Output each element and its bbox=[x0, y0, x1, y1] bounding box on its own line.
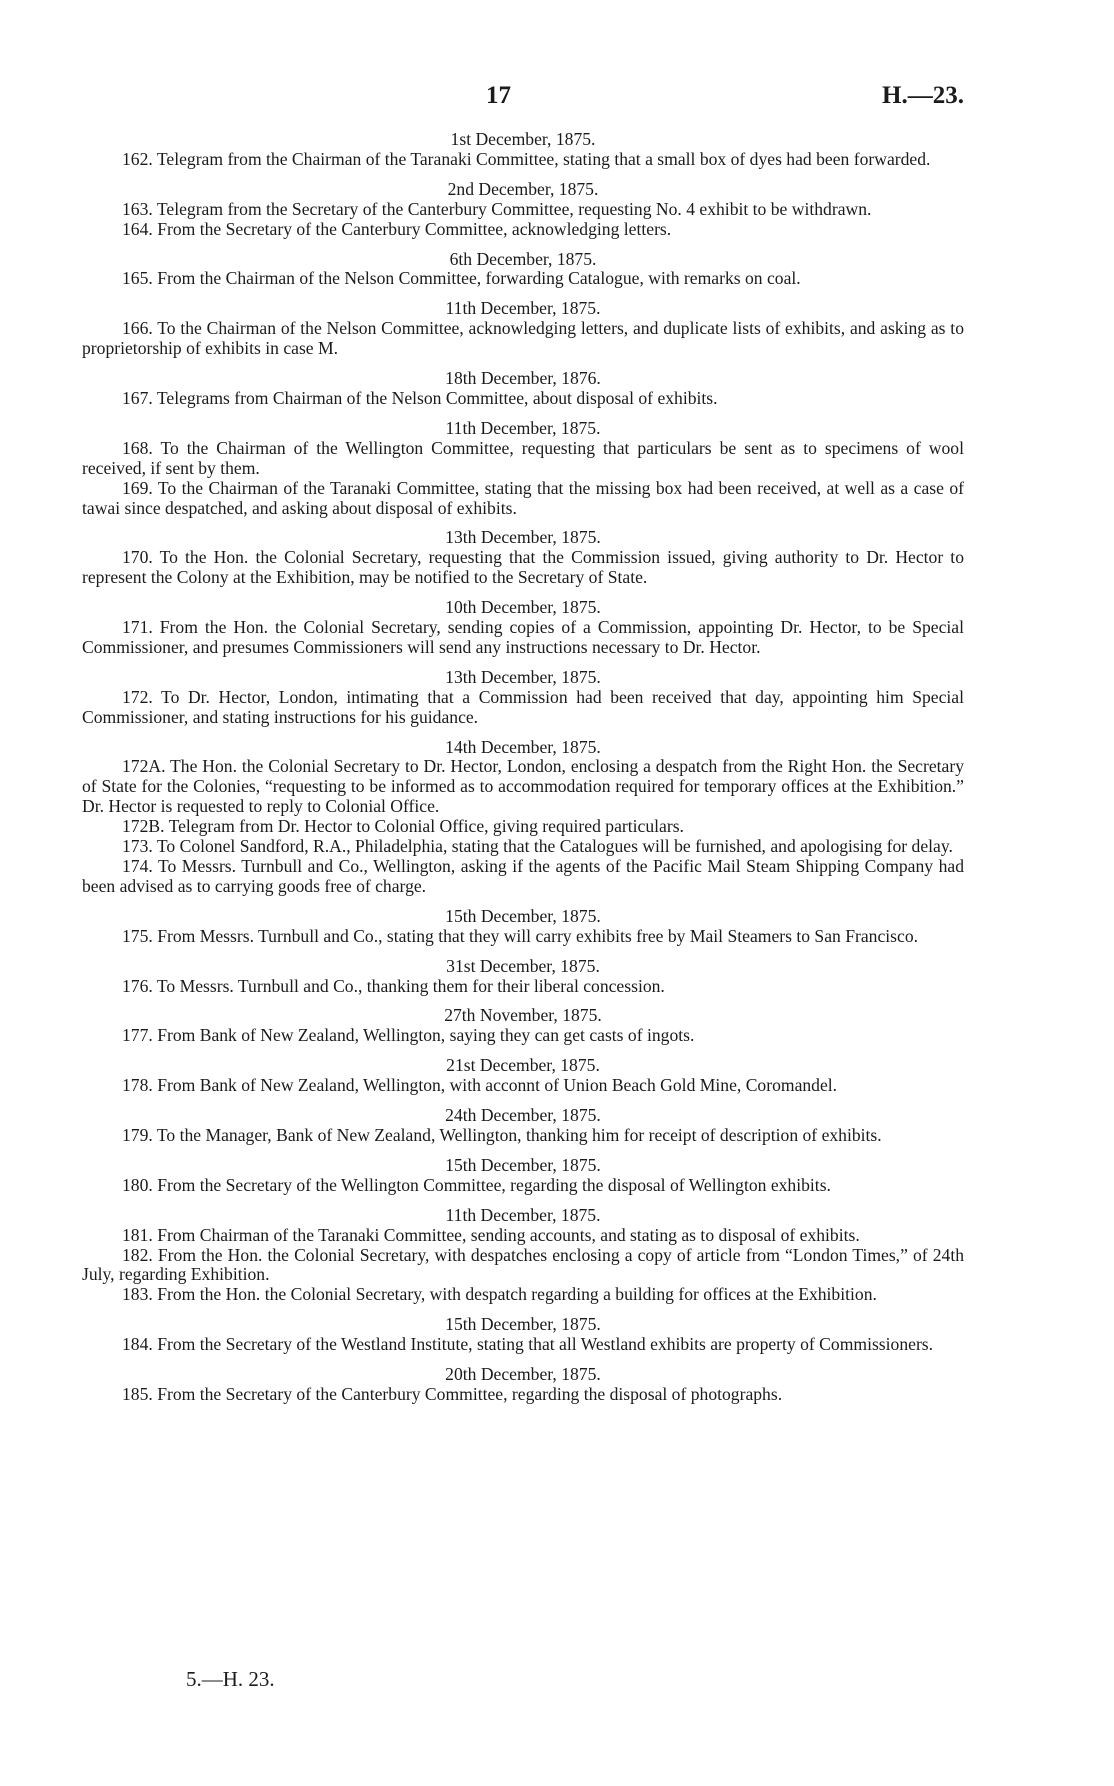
date-heading: 11th December, 1875. bbox=[445, 298, 601, 319]
date-heading: 24th December, 1875. bbox=[445, 1105, 601, 1126]
correspondence-entry: 182. From the Hon. the Colonial Secretary, with despatches enclosing a copy of article from “London Times,” of 24th July, regarding Exhibition. bbox=[82, 1244, 964, 1285]
correspondence-entry: 181. From Chairman of the Taranaki Committee, sending accounts, and stating as to disposal of exhibits. bbox=[122, 1224, 860, 1245]
date-heading: 11th December, 1875. bbox=[445, 1204, 601, 1225]
correspondence-entry: 164. From the Secretary of the Canterbury Committee, acknowledging letters. bbox=[122, 218, 672, 239]
correspondence-entry: 171. From the Hon. the Colonial Secretary, sending copies of a Commission, appointing Dr. Hector, to be Special Commissioner, and presumes Commissioners will send any instructions necessary to Dr. Hector. bbox=[82, 617, 964, 657]
document-reference: H.—23. bbox=[882, 82, 964, 109]
correspondence-entry: 167. Telegrams from Chairman of the Nelson Committee, about disposal of exhibits. bbox=[122, 387, 718, 408]
date-heading: 2nd December, 1875. bbox=[447, 178, 599, 199]
correspondence-entry: 172B. Telegram from Dr. Hector to Colonial Office, giving required particulars. bbox=[122, 816, 684, 837]
correspondence-entry: 175. From Messrs. Turnbull and Co., stating that they will carry exhibits free by Mail Steamers to San Francisco. bbox=[122, 925, 919, 946]
page-number: 17 bbox=[486, 82, 511, 109]
correspondence-entry: 183. From the Hon. the Colonial Secretary, with despatch regarding a building for offices at the Exhibition. bbox=[122, 1284, 877, 1305]
correspondence-entry: 174. To Messrs. Turnbull and Co., Wellington, asking if the agents of the Pacific Mail Steam Shipping Company had been advised as to carrying goods free of charge. bbox=[82, 856, 964, 896]
date-heading: 31st December, 1875. bbox=[446, 955, 600, 976]
correspondence-entry: 177. From Bank of New Zealand, Wellington, saying they can get casts of ingots. bbox=[122, 1025, 695, 1046]
date-heading: 27th November, 1875. bbox=[444, 1005, 602, 1026]
date-heading: 11th December, 1875. bbox=[445, 417, 601, 438]
correspondence-entry: 172. To Dr. Hector, London, intimating that a Commission had been received that day, appointing him Special Commissioner, and stating instructions for his guidance. bbox=[82, 686, 964, 727]
date-heading: 18th December, 1876. bbox=[445, 368, 601, 389]
correspondence-entry: 170. To the Hon. the Colonial Secretary, requesting that the Commission issued, giving authority to Dr. Hector to represent the Colony at the Exhibition, may be notified to the Secretary of State. bbox=[82, 547, 964, 588]
date-heading: 13th December, 1875. bbox=[445, 527, 601, 548]
sheet-signature: 5.—H. 23. bbox=[186, 1667, 275, 1691]
correspondence-entry: 179. To the Manager, Bank of New Zealand, Wellington, thanking him for receipt of description of exhibits. bbox=[122, 1124, 882, 1145]
correspondence-entry: 180. From the Secretary of the Wellington Committee, regarding the disposal of Wellington exhibits. bbox=[122, 1174, 831, 1195]
date-heading: 14th December, 1875. bbox=[445, 736, 601, 757]
correspondence-entry: 176. To Messrs. Turnbull and Co., thanking them for their liberal concession. bbox=[122, 975, 665, 996]
date-heading: 21st December, 1875. bbox=[446, 1055, 600, 1076]
correspondence-entry: 166. To the Chairman of the Nelson Committee, acknowledging letters, and duplicate lists of exhibits, and asking as to proprietorship of exhibits in case M. bbox=[82, 318, 964, 359]
correspondence-entry: 168. To the Chairman of the Wellington Committee, requesting that particulars be sent as to specimens of wool received, if sent by them. bbox=[82, 437, 964, 478]
date-heading: 10th December, 1875. bbox=[445, 597, 601, 618]
correspondence-entry: 185. From the Secretary of the Canterbury Committee, regarding the disposal of photographs. bbox=[122, 1383, 783, 1404]
date-heading: 1st December, 1875. bbox=[450, 129, 596, 149]
correspondence-entry: 165. From the Chairman of the Nelson Committee, forwarding Catalogue, with remarks on coal. bbox=[122, 268, 801, 289]
date-heading: 15th December, 1875. bbox=[445, 905, 601, 926]
correspondence-entry: 173. To Colonel Sandford, R.A., Philadelphia, stating that the Catalogues will be furnished, and apologising for delay. bbox=[122, 836, 953, 857]
correspondence-entry: 169. To the Chairman of the Taranaki Committee, stating that the missing box had been received, at well as a case of tawai since despatched, and asking about disposal of exhibits. bbox=[82, 477, 964, 518]
correspondence-entry: 162. Telegram from the Chairman of the Taranaki Committee, stating that a small box of dyes had been forwarded. bbox=[122, 148, 931, 169]
correspondence-entry: 178. From Bank of New Zealand, Wellington, with acconnt of Union Beach Gold Mine, Coromandel. bbox=[122, 1075, 838, 1096]
date-heading: 13th December, 1875. bbox=[445, 666, 601, 687]
correspondence-entry: 184. From the Secretary of the Westland Institute, stating that all Westland exhibits are property of Commissioners. bbox=[122, 1334, 934, 1355]
date-heading: 15th December, 1875. bbox=[445, 1154, 601, 1175]
correspondence-entry: 163. Telegram from the Secretary of the Canterbury Committee, requesting No. 4 exhibit to be withdrawn. bbox=[122, 198, 872, 219]
correspondence-entry: 172A. The Hon. the Colonial Secretary to Dr. Hector, London, enclosing a despatch from the Right Hon. the Secretary of State for the Colonies, “requesting to be informed as to accommodation required for temporary offices at the Exhibition.” Dr. Hector is requested to reply to Colonial Office. bbox=[82, 756, 964, 817]
date-heading: 15th December, 1875. bbox=[445, 1314, 601, 1335]
date-heading: 6th December, 1875. bbox=[449, 248, 597, 269]
date-heading: 20th December, 1875. bbox=[445, 1364, 601, 1385]
correspondence-list bbox=[82, 130, 964, 1405]
